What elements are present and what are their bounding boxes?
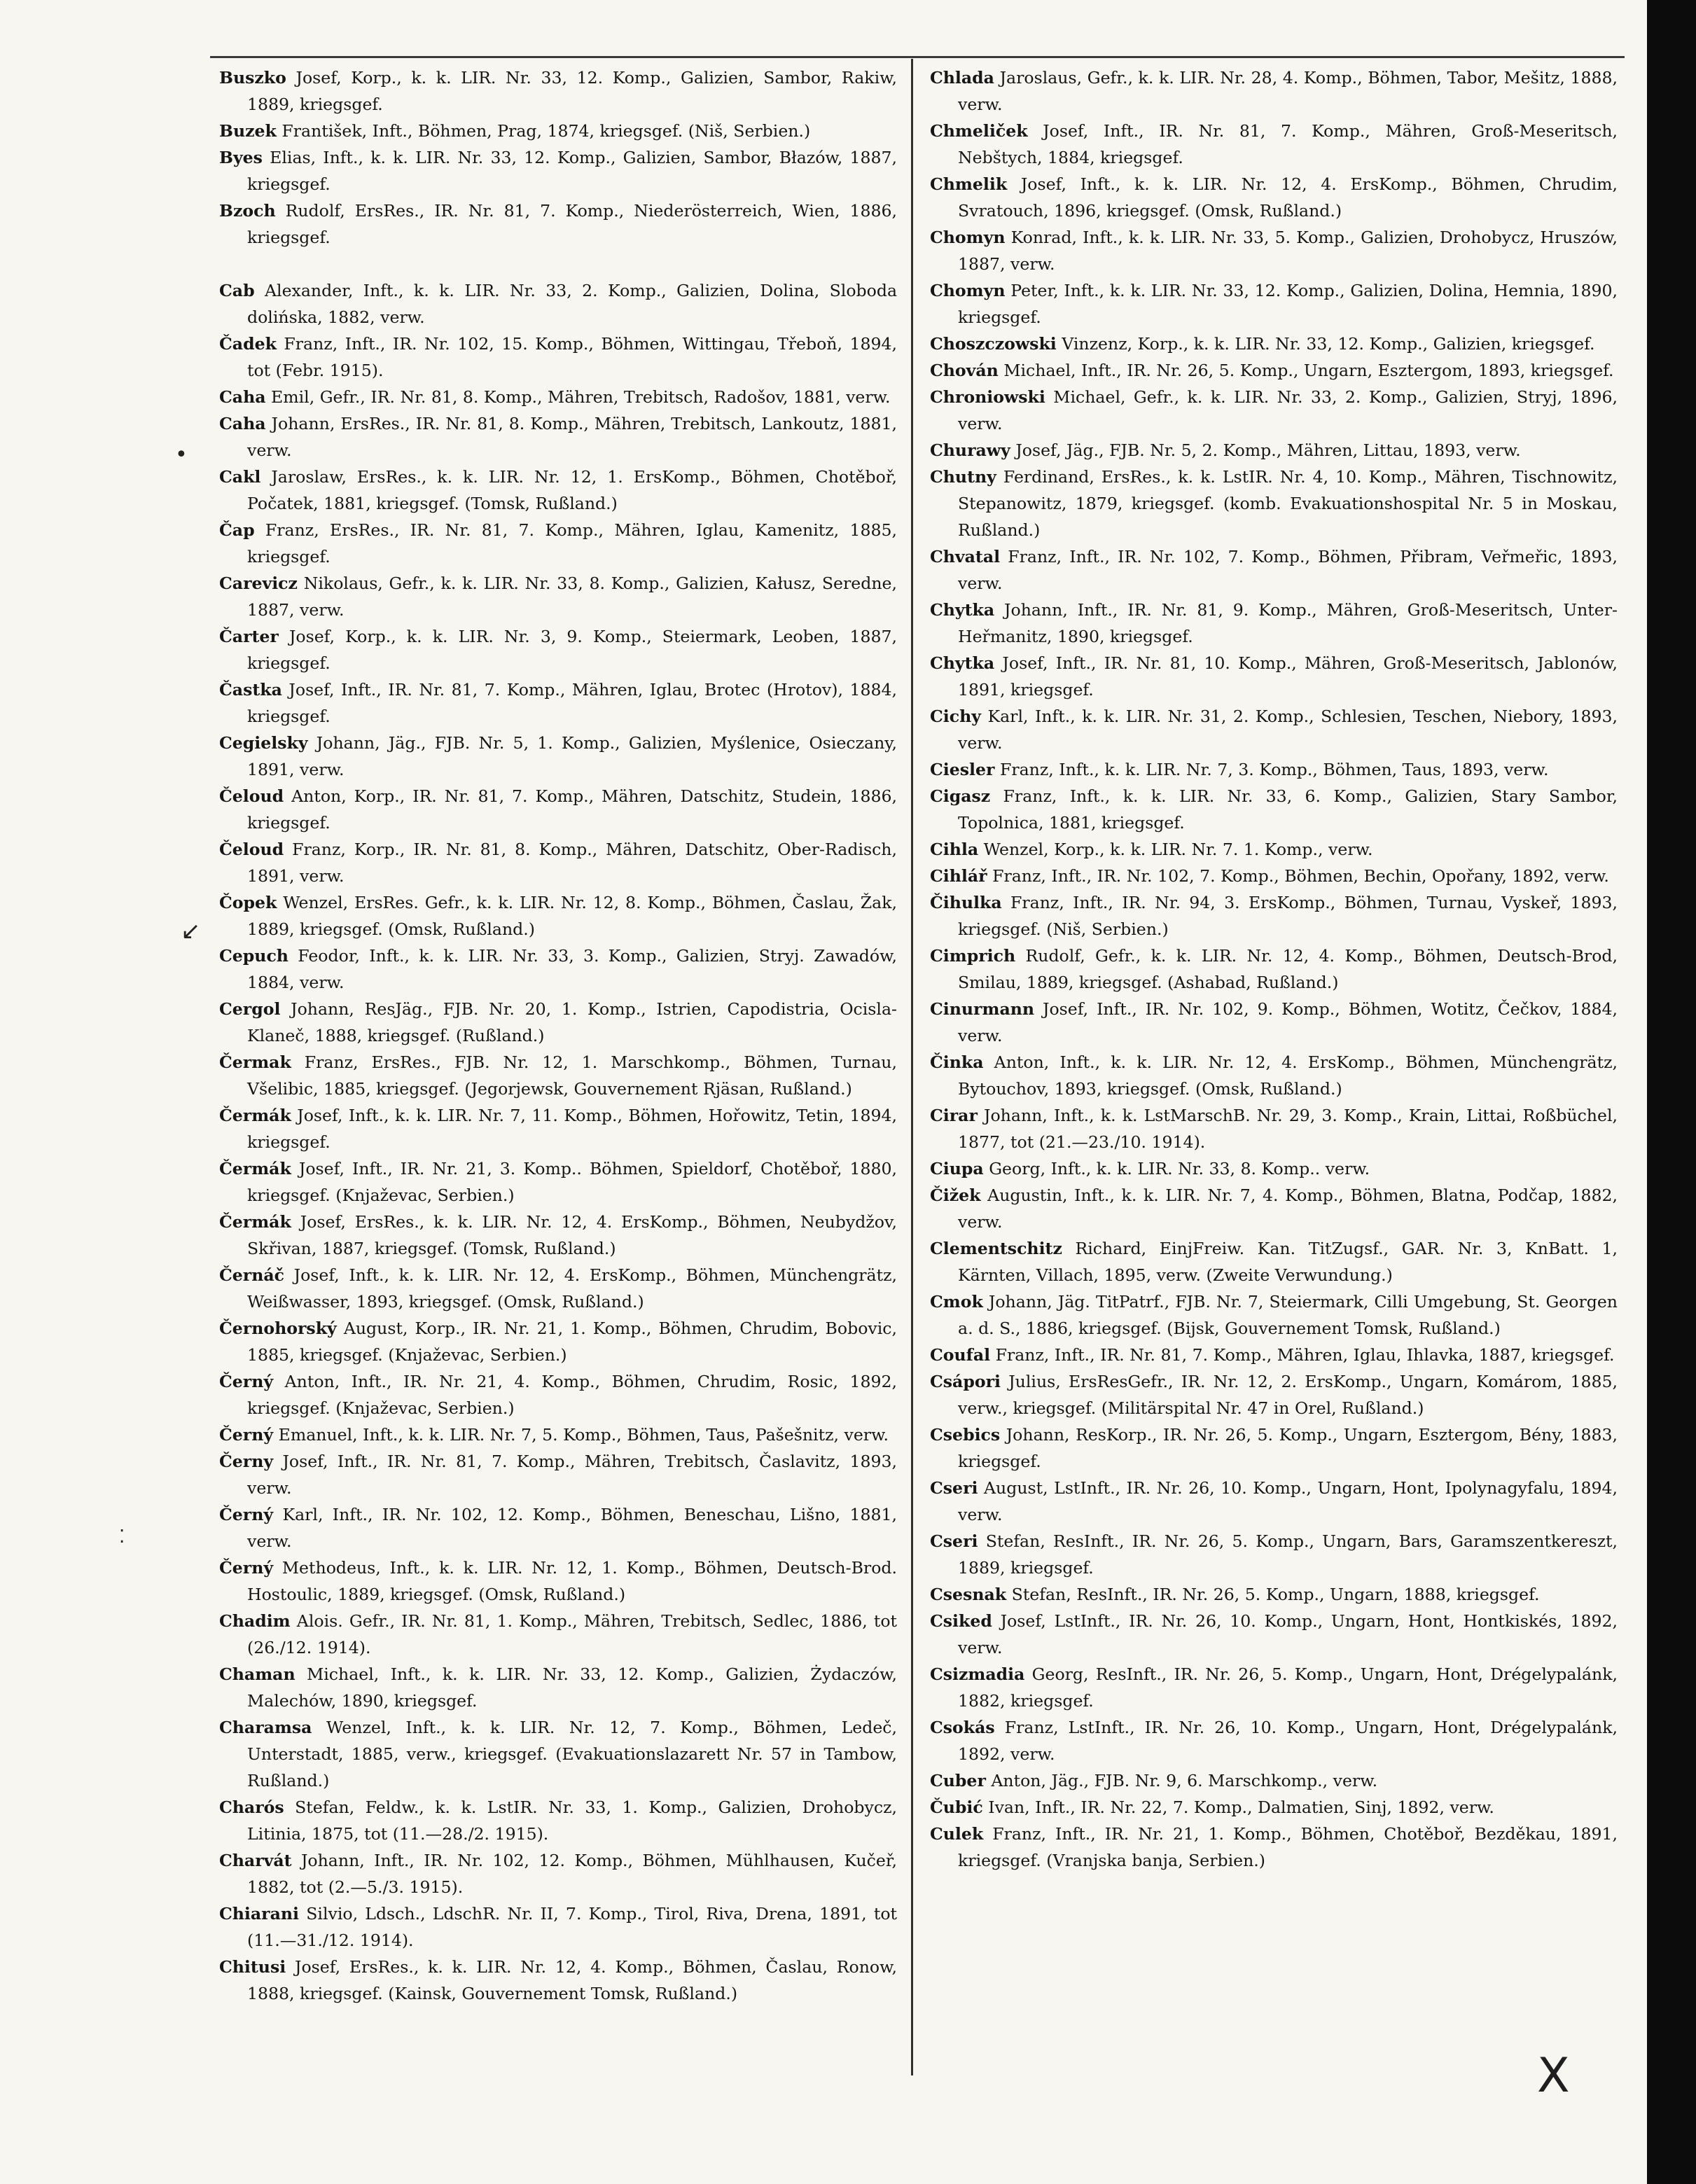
register-entry bbox=[930, 1528, 1618, 1581]
column-divider bbox=[911, 59, 913, 2075]
entry-details: Vinzenz, Korp., k. k. LIR. Nr. 33, 12. Komp., Galizien, kriegsgef. bbox=[1062, 334, 1595, 354]
entry-surname: Charamsa bbox=[219, 1718, 312, 1737]
entry-surname: Chutny bbox=[930, 467, 996, 487]
register-entry bbox=[930, 1608, 1618, 1661]
entry-surname: Cinurmann bbox=[930, 999, 1035, 1019]
entry-surname: Čermák bbox=[219, 1159, 291, 1178]
entry-surname: Caha bbox=[219, 387, 266, 407]
right-column bbox=[930, 64, 1618, 1874]
register-entry bbox=[219, 1847, 897, 1900]
register-entry bbox=[219, 836, 897, 889]
register-entry bbox=[930, 783, 1618, 836]
register-entry bbox=[219, 144, 897, 197]
entry-details: Johann, ErsRes., IR. Nr. 81, 8. Komp., Mähren, Trebitsch, Lankoutz, 1881, verw. bbox=[247, 414, 897, 460]
entry-surname: Carevicz bbox=[219, 573, 298, 593]
entry-details: Karl, Inft., IR. Nr. 102, 12. Komp., Böhmen, Beneschau, Lišno, 1881, verw. bbox=[247, 1505, 898, 1551]
entry-surname: Csebics bbox=[930, 1425, 1001, 1445]
entry-surname: Culek bbox=[930, 1824, 984, 1844]
entry-surname: Cergol bbox=[219, 999, 281, 1019]
register-entry bbox=[219, 996, 897, 1049]
entry-surname: Chitusi bbox=[219, 1957, 286, 1977]
entry-surname: Cakl bbox=[219, 467, 261, 487]
entry-surname: Čermák bbox=[219, 1106, 291, 1125]
entry-details: Jaroslaw, ErsRes., k. k. LIR. Nr. 12, 1. ErsKomp., Böhmen, Chotěboř, Počatek, 1881, kriegsgef. (Tomsk, Rußland.) bbox=[247, 467, 898, 513]
entry-surname: Cseri bbox=[930, 1478, 978, 1498]
entry-details: Wenzel, Inft., k. k. LIR. Nr. 12, 7. Komp., Böhmen, Ledeč, Unterstadt, 1885, verw., kriegsgef. (Evakuationslazarett Nr. 57 in Tambow, Rußland.) bbox=[247, 1718, 897, 1790]
register-entry bbox=[930, 650, 1618, 703]
entry-details: Josef, ErsRes., k. k. LIR. Nr. 12, 4. Komp., Böhmen, Časlau, Ronow, 1888, kriegsgef. (Kainsk, Gouvernement Tomsk, Rußland.) bbox=[247, 1957, 898, 2003]
register-entry bbox=[930, 171, 1618, 224]
entry-details: Johann, Jäg. TitPatrf., FJB. Nr. 7, Steiermark, Cilli Umgebung, St. Georgen a. d. S., 1886, kriegsgef. (Bijsk, Gouvernement Tomsk, Rußland.) bbox=[958, 1292, 1618, 1338]
register-entry bbox=[219, 410, 897, 464]
entry-details: August, LstInft., IR. Nr. 26, 10. Komp., Ungarn, Hont, Ipolynagyfalu, 1894, verw. bbox=[958, 1478, 1618, 1524]
register-entry bbox=[930, 331, 1618, 357]
entry-details: Karl, Inft., k. k. LIR. Nr. 31, 2. Komp., Schlesien, Teschen, Niebory, 1893, verw. bbox=[958, 707, 1618, 753]
entry-details: Josef, Inft., k. k. LIR. Nr. 12, 4. ErsKomp., Böhmen, Chrudim, Svratouch, 1896, kriegsgef. (Omsk, Rußland.) bbox=[958, 174, 1618, 221]
register-entry bbox=[219, 118, 897, 144]
entry-details: Josef, Inft., k. k. LIR. Nr. 12, 4. ErsKomp., Böhmen, Münchengrätz, Weißwasser, 1893, kriegsgef. (Omsk, Rußland.) bbox=[247, 1265, 898, 1312]
entry-details: Augustin, Inft., k. k. LIR. Nr. 7, 4. Komp., Böhmen, Blatna, Podčap, 1882, verw. bbox=[958, 1185, 1618, 1232]
entry-surname: Čap bbox=[219, 520, 255, 540]
register-entry bbox=[930, 1475, 1618, 1528]
entry-surname: Častka bbox=[219, 680, 282, 700]
entry-details: Johann, Jäg., FJB. Nr. 5, 1. Komp., Galizien, Myślenice, Osieczany, 1891, verw. bbox=[247, 733, 898, 779]
register-entry bbox=[219, 1209, 897, 1262]
entry-details: Franz, Inft., IR. Nr. 94, 3. ErsKomp., Böhmen, Turnau, Vyskeř, 1893, kriegsgef. (Niš, Serbien.) bbox=[958, 893, 1618, 939]
register-entry bbox=[219, 1501, 897, 1554]
register-entry bbox=[219, 464, 897, 517]
entry-surname: Černohorský bbox=[219, 1319, 337, 1338]
register-entry bbox=[930, 1342, 1618, 1368]
entry-details: Franz, Inft., k. k. LIR. Nr. 7, 3. Komp., Böhmen, Taus, 1893, verw. bbox=[999, 760, 1549, 779]
entry-surname: Černý bbox=[219, 1505, 274, 1524]
entry-details: Julius, ErsResGefr., IR. Nr. 12, 2. ErsKomp., Ungarn, Komárom, 1885, verw., kriegsgef. (Militärspital Nr. 47 in Orel, Rußland.) bbox=[958, 1372, 1618, 1418]
register-entry bbox=[930, 836, 1618, 863]
entry-surname: Cepuch bbox=[219, 946, 289, 966]
entry-details: Franz, Inft., k. k. LIR. Nr. 33, 6. Komp., Galizien, Stary Sambor, Topolnica, 1881, kriegsgef. bbox=[958, 786, 1618, 833]
entry-details: Emil, Gefr., IR. Nr. 81, 8. Komp., Mähren, Trebitsch, Radošov, 1881, verw. bbox=[271, 387, 891, 407]
entry-details: Alexander, Inft., k. k. LIR. Nr. 33, 2. Komp., Galizien, Dolina, Sloboda dolińska, 1882, verw. bbox=[247, 281, 898, 327]
register-entry bbox=[219, 1102, 897, 1155]
register-entry bbox=[219, 1448, 897, 1501]
entry-details: Michael, Gefr., k. k. LIR. Nr. 33, 2. Komp., Galizien, Stryj, 1896, verw. bbox=[958, 387, 1618, 433]
register-entry bbox=[930, 64, 1618, 118]
register-entry bbox=[930, 1661, 1618, 1714]
entry-details: Franz, ErsRes., FJB. Nr. 12, 1. Marschkomp., Böhmen, Turnau, Všelibic, 1885, kriegsgef. (Jegorjewsk, Gouvernement Rjäsan, Rußland.) bbox=[247, 1052, 897, 1099]
entry-surname: Ciesler bbox=[930, 760, 995, 779]
entry-details: Rudolf, Gefr., k. k. LIR. Nr. 12, 4. Komp., Böhmen, Deutsch-Brod, Smilau, 1889, kriegsgef. (Ashabad, Rußland.) bbox=[958, 946, 1618, 992]
register-entry bbox=[930, 889, 1618, 943]
entry-surname: Chmelik bbox=[930, 174, 1008, 194]
entry-details: Elias, Inft., k. k. LIR. Nr. 33, 12. Komp., Galizien, Sambor, Błazów, 1887, kriegsgef. bbox=[247, 148, 897, 194]
register-entry bbox=[930, 357, 1618, 384]
entry-surname: Chmeliček bbox=[930, 121, 1028, 141]
entry-surname: Clementschitz bbox=[930, 1239, 1062, 1258]
entry-details: Josef, Inft., IR. Nr. 21, 3. Komp.. Böhmen, Spieldorf, Chotěboř, 1880, kriegsgef. (Knjaževac, Serbien.) bbox=[247, 1159, 898, 1205]
register-entry bbox=[930, 1714, 1618, 1767]
entry-details: Franz, Inft., IR. Nr. 102, 15. Komp., Böhmen, Wittingau, Třeboň, 1894, tot (Febr. 1915). bbox=[247, 334, 898, 380]
entry-details: Johann, Inft., IR. Nr. 81, 9. Komp., Mähren, Groß-Meseritsch, Unter-Heřmanitz, 1890, kriegsgef. bbox=[958, 600, 1618, 646]
entry-surname: Čeloud bbox=[219, 786, 284, 806]
register-entry bbox=[930, 1235, 1618, 1288]
entry-details: Johann, ResKorp., IR. Nr. 26, 5. Komp., Ungarn, Esztergom, Bény, 1883, kriegsgef. bbox=[958, 1425, 1618, 1471]
entry-surname: Černy bbox=[219, 1452, 274, 1471]
entry-details: Jaroslaus, Gefr., k. k. LIR. Nr. 28, 4. Komp., Böhmen, Tabor, Mešitz, 1888, verw. bbox=[958, 68, 1618, 114]
register-entry bbox=[219, 623, 897, 676]
entry-surname: Chován bbox=[930, 361, 999, 380]
entry-surname: Byes bbox=[219, 148, 263, 167]
register-entry bbox=[219, 1661, 897, 1714]
entry-details: Johann, Inft., IR. Nr. 102, 12. Komp., Böhmen, Mühlhausen, Kučeř, 1882, tot (2.—5./3. 1915). bbox=[247, 1851, 898, 1897]
margin-arrow: ↙ bbox=[181, 917, 201, 945]
register-entry bbox=[219, 517, 897, 570]
entry-surname: Chytka bbox=[930, 653, 995, 673]
entry-details: Franz, LstInft., IR. Nr. 26, 10. Komp., Ungarn, Hont, Drégelypalánk, 1892, verw. bbox=[958, 1718, 1618, 1764]
entry-details: Josef, Inft., IR. Nr. 81, 7. Komp., Mähren, Trebitsch, Časlavitz, 1893, verw. bbox=[247, 1452, 897, 1498]
entry-details: Wenzel, Korp., k. k. LIR. Nr. 7. 1. Komp., verw. bbox=[983, 840, 1373, 859]
register-entry bbox=[930, 543, 1618, 597]
entry-surname: Chaman bbox=[219, 1664, 296, 1684]
margin-bullet: • bbox=[175, 443, 188, 467]
entry-details: Richard, EinjFreiw. Kan. TitZugsf., GAR. Nr. 3, KnBatt. 1, Kärnten, Villach, 1895, verw. (Zweite Verwundung.) bbox=[958, 1239, 1618, 1285]
entry-surname: Chlada bbox=[930, 68, 994, 88]
entry-details: August, Korp., IR. Nr. 21, 1. Komp., Böhmen, Chrudim, Bobovic, 1885, kriegsgef. (Knjaževac, Serbien.) bbox=[247, 1319, 897, 1365]
entry-details: Anton, Korp., IR. Nr. 81, 7. Komp., Mähren, Datschitz, Studein, 1886, kriegsgef. bbox=[247, 786, 898, 833]
entry-surname: Coufal bbox=[930, 1345, 991, 1365]
entry-details: Josef, Jäg., FJB. Nr. 5, 2. Komp., Mähren, Littau, 1893, verw. bbox=[1015, 440, 1521, 460]
entry-surname: Činka bbox=[930, 1052, 984, 1072]
entry-surname: Chadim bbox=[219, 1611, 291, 1631]
entry-details: František, Inft., Böhmen, Prag, 1874, kriegsgef. (Niš, Serbien.) bbox=[281, 121, 811, 141]
margin-dots: ⁚ bbox=[119, 1526, 125, 1547]
entry-surname: Csokás bbox=[930, 1718, 995, 1737]
entry-details: Peter, Inft., k. k. LIR. Nr. 33, 12. Komp., Galizien, Dolina, Hemnia, 1890, kriegsgef. bbox=[958, 281, 1618, 327]
entry-details: Josef, Inft., IR. Nr. 102, 9. Komp., Böhmen, Wotitz, Čečkov, 1884, verw. bbox=[958, 999, 1618, 1045]
entry-details: Anton, Jäg., FJB. Nr. 9, 6. Marschkomp., verw. bbox=[991, 1771, 1378, 1790]
entry-surname: Čižek bbox=[930, 1185, 981, 1205]
entry-details: Franz, Inft., IR. Nr. 21, 1. Komp., Böhmen, Chotěboř, Bezděkau, 1891, kriegsgef. (Vranjska banja, Serbien.) bbox=[958, 1824, 1618, 1870]
register-entry bbox=[930, 703, 1618, 756]
register-entry bbox=[219, 1608, 897, 1661]
entry-details: Wenzel, ErsRes. Gefr., k. k. LIR. Nr. 12, 8. Komp., Böhmen, Časlau, Žak, 1889, kriegsgef. (Omsk, Rußland.) bbox=[247, 893, 897, 939]
entry-surname: Csápori bbox=[930, 1372, 1001, 1391]
entry-surname: Cegielsky bbox=[219, 733, 308, 753]
entry-surname: Caha bbox=[219, 414, 266, 433]
entry-surname: Churawy bbox=[930, 440, 1010, 460]
scan-edge bbox=[1647, 0, 1696, 2184]
register-entry bbox=[930, 224, 1618, 277]
entry-details: Franz, ErsRes., IR. Nr. 81, 7. Komp., Mähren, Iglau, Kamenitz, 1885, kriegsgef. bbox=[247, 520, 898, 566]
register-entry bbox=[930, 1821, 1618, 1874]
register-entry bbox=[219, 676, 897, 730]
register-entry bbox=[219, 943, 897, 996]
entry-surname: Černáč bbox=[219, 1265, 285, 1285]
entry-surname: Choszczowski bbox=[930, 334, 1057, 354]
entry-surname: Čarter bbox=[219, 627, 279, 646]
entry-surname: Ciupa bbox=[930, 1159, 984, 1178]
entry-details: Josef, Inft., IR. Nr. 81, 7. Komp., Mähren, Groß-Meseritsch, Nebštych, 1884, kriegsgef. bbox=[958, 121, 1618, 167]
entry-details: Josef, ErsRes., k. k. LIR. Nr. 12, 4. ErsKomp., Böhmen, Neubydžov, Skřivan, 1887, kriegsgef. (Tomsk, Rußland.) bbox=[247, 1212, 898, 1258]
top-rule bbox=[210, 56, 1625, 58]
entry-surname: Cseri bbox=[930, 1531, 978, 1551]
entry-details: Josef, Inft., IR. Nr. 81, 10. Komp., Mähren, Groß-Meseritsch, Jablonów, 1891, kriegsgef. bbox=[958, 653, 1618, 700]
entry-surname: Charvát bbox=[219, 1851, 292, 1870]
entry-surname: Čopek bbox=[219, 893, 277, 912]
register-entry bbox=[930, 1581, 1618, 1608]
register-entry bbox=[219, 570, 897, 623]
entry-surname: Cihlář bbox=[930, 866, 987, 886]
register-entry bbox=[930, 1155, 1618, 1182]
register-entry bbox=[219, 1954, 897, 2007]
left-column bbox=[219, 64, 897, 2007]
register-entry bbox=[930, 277, 1618, 331]
entry-details: Anton, Inft., k. k. LIR. Nr. 12, 4. ErsKomp., Böhmen, Münchengrätz, Bytouchov, 1893, kriegsgef. (Omsk, Rußland.) bbox=[958, 1052, 1618, 1099]
register-entry bbox=[219, 1794, 897, 1847]
entry-details: Emanuel, Inft., k. k. LIR. Nr. 7, 5. Komp., Böhmen, Taus, Pašešnitz, verw. bbox=[278, 1425, 889, 1445]
entry-surname: Bzoch bbox=[219, 201, 276, 221]
entry-details: Franz, Inft., IR. Nr. 102, 7. Komp., Böhmen, Bechin, Opořany, 1892, verw. bbox=[992, 866, 1609, 886]
entry-details: Josef, Korp., k. k. LIR. Nr. 33, 12. Komp., Galizien, Sambor, Rakiw, 1889, kriegsgef. bbox=[247, 68, 898, 114]
entry-details: Anton, Inft., IR. Nr. 21, 4. Komp., Böhmen, Chrudim, Rosic, 1892, kriegsgef. (Knjaževac, Serbien.) bbox=[247, 1372, 898, 1418]
entry-details: Josef, Korp., k. k. LIR. Nr. 3, 9. Komp., Steiermark, Leoben, 1887, kriegsgef. bbox=[247, 627, 898, 673]
register-entry bbox=[930, 118, 1618, 171]
register-entry bbox=[219, 1049, 897, 1102]
entry-surname: Cihla bbox=[930, 840, 979, 859]
register-entry bbox=[219, 889, 897, 943]
register-entry bbox=[219, 1262, 897, 1315]
entry-surname: Čadek bbox=[219, 334, 277, 354]
entry-details: Alois. Gefr., IR. Nr. 81, 1. Komp., Mähren, Trebitsch, Sedlec, 1886, tot (26./12. 1914). bbox=[247, 1611, 898, 1657]
entry-surname: Buzek bbox=[219, 121, 277, 141]
register-entry bbox=[930, 1102, 1618, 1155]
register-entry bbox=[219, 197, 897, 251]
entry-details: Methodeus, Inft., k. k. LIR. Nr. 12, 1. Komp., Böhmen, Deutsch-Brod. Hostoulic, 1889, kriegsgef. (Omsk, Rußland.) bbox=[247, 1558, 898, 1604]
register-entry bbox=[219, 1155, 897, 1209]
register-entry bbox=[219, 277, 897, 331]
entry-details: Josef, Inft., k. k. LIR. Nr. 7, 11. Komp., Böhmen, Hořowitz, Tetin, 1894, kriegsgef. bbox=[247, 1106, 897, 1152]
register-entry bbox=[219, 64, 897, 118]
register-entry bbox=[219, 783, 897, 836]
entry-surname: Čermák bbox=[219, 1212, 291, 1232]
register-entry bbox=[930, 1767, 1618, 1794]
entry-surname: Cuber bbox=[930, 1771, 986, 1790]
entry-details: Georg, Inft., k. k. LIR. Nr. 33, 8. Komp.. verw. bbox=[989, 1159, 1370, 1178]
register-entry bbox=[219, 1900, 897, 1954]
entry-surname: Chroniowski bbox=[930, 387, 1045, 407]
register-entry bbox=[930, 1421, 1618, 1475]
register-entry bbox=[219, 1421, 897, 1448]
entry-surname: Cichy bbox=[930, 707, 981, 726]
register-entry bbox=[930, 943, 1618, 996]
entry-details: Franz, Korp., IR. Nr. 81, 8. Komp., Mähren, Datschitz, Ober-Radisch, 1891, verw. bbox=[247, 840, 898, 886]
register-entry bbox=[930, 756, 1618, 783]
entry-surname: Černý bbox=[219, 1425, 274, 1445]
entry-surname: Chvatal bbox=[930, 547, 1001, 566]
entry-details: Konrad, Inft., k. k. LIR. Nr. 33, 5. Komp., Galizien, Drohobycz, Hruszów, 1887, verw. bbox=[958, 228, 1618, 274]
entry-surname: Buszko bbox=[219, 68, 286, 88]
entry-surname: Cimprich bbox=[930, 946, 1016, 966]
register-entry bbox=[219, 1714, 897, 1794]
register-entry bbox=[930, 1288, 1618, 1342]
register-entry bbox=[219, 1554, 897, 1608]
entry-details: Rudolf, ErsRes., IR. Nr. 81, 7. Komp., Niederösterreich, Wien, 1886, kriegsgef. bbox=[247, 201, 898, 247]
register-entry bbox=[219, 1315, 897, 1368]
register-entry bbox=[219, 1368, 897, 1421]
entry-surname: Cab bbox=[219, 281, 255, 300]
entry-surname: Černý bbox=[219, 1372, 274, 1391]
register-entry bbox=[930, 863, 1618, 889]
entry-surname: Cmok bbox=[930, 1292, 983, 1312]
entry-details: Nikolaus, Gefr., k. k. LIR. Nr. 33, 8. Komp., Galizien, Kałusz, Seredne, 1887, verw. bbox=[247, 573, 897, 620]
register-entry bbox=[930, 437, 1618, 464]
entry-details: Ivan, Inft., IR. Nr. 22, 7. Komp., Dalmatien, Sinj, 1892, verw. bbox=[988, 1797, 1494, 1817]
entry-details: Michael, Inft., k. k. LIR. Nr. 33, 12. Komp., Galizien, Żydaczów, Malechów, 1890, kriegsgef. bbox=[247, 1664, 897, 1711]
register-entry bbox=[930, 1182, 1618, 1235]
entry-surname: Csizmadia bbox=[930, 1664, 1025, 1684]
entry-surname: Čeloud bbox=[219, 840, 284, 859]
entry-details: Johann, ResJäg., FJB. Nr. 20, 1. Komp., Istrien, Capodistria, Ocisla-Klaneč, 1888, kriegsgef. (Rußland.) bbox=[247, 999, 897, 1045]
register-entry bbox=[219, 384, 897, 410]
entry-surname: Cirar bbox=[930, 1106, 978, 1125]
entry-surname: Čubić bbox=[930, 1797, 983, 1817]
entry-surname: Čihulka bbox=[930, 893, 1002, 912]
entry-details: Michael, Inft., IR. Nr. 26, 5. Komp., Ungarn, Esztergom, 1893, kriegsgef. bbox=[1003, 361, 1614, 380]
register-entry bbox=[930, 1794, 1618, 1821]
entry-surname: Csiked bbox=[930, 1611, 992, 1631]
entry-details: Stefan, ResInft., IR. Nr. 26, 5. Komp., Ungarn, 1888, kriegsgef. bbox=[1011, 1585, 1540, 1604]
entry-details: Josef, LstInft., IR. Nr. 26, 10. Komp., Ungarn, Hont, Hontkiskés, 1892, verw. bbox=[958, 1611, 1618, 1657]
entry-details: Josef, Inft., IR. Nr. 81, 7. Komp., Mähren, Iglau, Brotec (Hrotov), 1884, kriegsgef. bbox=[247, 680, 897, 726]
entry-details: Johann, Inft., k. k. LstMarschB. Nr. 29, 3. Komp., Krain, Littai, Roßbüchel, 1877, tot (21.—23./10. 1914). bbox=[958, 1106, 1618, 1152]
entry-surname: Csesnak bbox=[930, 1585, 1007, 1604]
entry-surname: Charós bbox=[219, 1797, 284, 1817]
entry-surname: Cigasz bbox=[930, 786, 991, 806]
register-entry bbox=[930, 1049, 1618, 1102]
end-mark: X bbox=[1537, 2048, 1570, 2103]
entry-details: Silvio, Ldsch., LdschR. Nr. II, 7. Komp., Tirol, Riva, Drena, 1891, tot (11.—31./12. 1914). bbox=[247, 1904, 897, 1950]
entry-details: Stefan, Feldw., k. k. LstIR. Nr. 33, 1. Komp., Galizien, Drohobycz, Litinia, 1875, tot (11.—28./2. 1915). bbox=[247, 1797, 897, 1844]
entry-surname: Chytka bbox=[930, 600, 995, 620]
register-entry bbox=[930, 597, 1618, 650]
register-entry bbox=[930, 996, 1618, 1049]
entry-details: Georg, ResInft., IR. Nr. 26, 5. Komp., Ungarn, Hont, Drégelypalánk, 1882, kriegsgef. bbox=[958, 1664, 1618, 1711]
entry-surname: Chomyn bbox=[930, 228, 1006, 247]
register-entry bbox=[930, 1368, 1618, 1421]
register-entry bbox=[219, 730, 897, 783]
entry-surname: Chiarani bbox=[219, 1904, 300, 1924]
register-entry bbox=[219, 331, 897, 384]
entry-details: Ferdinand, ErsRes., k. k. LstIR. Nr. 4, 10. Komp., Mähren, Tischnowitz, Stepanowitz, 1879, kriegsgef. (komb. Evakuationshospital Nr. 5 in Moskau, Rußland.) bbox=[958, 467, 1618, 540]
entry-surname: Chomyn bbox=[930, 281, 1006, 300]
register-entry bbox=[930, 384, 1618, 437]
register-entry bbox=[930, 464, 1618, 543]
entry-details: Feodor, Inft., k. k. LIR. Nr. 33, 3. Komp., Galizien, Stryj. Zawadów, 1884, verw. bbox=[247, 946, 897, 992]
entry-surname: Čermak bbox=[219, 1052, 291, 1072]
entry-surname: Černý bbox=[219, 1558, 274, 1578]
entry-details: Franz, Inft., IR. Nr. 102, 7. Komp., Böhmen, Přibram, Veřmeřic, 1893, verw. bbox=[958, 547, 1618, 593]
entry-details: Franz, Inft., IR. Nr. 81, 7. Komp., Mähren, Iglau, Ihlavka, 1887, kriegsgef. bbox=[995, 1345, 1615, 1365]
entry-details: Stefan, ResInft., IR. Nr. 26, 5. Komp., Ungarn, Bars, Garamszentkereszt, 1889, kriegsgef. bbox=[958, 1531, 1618, 1578]
